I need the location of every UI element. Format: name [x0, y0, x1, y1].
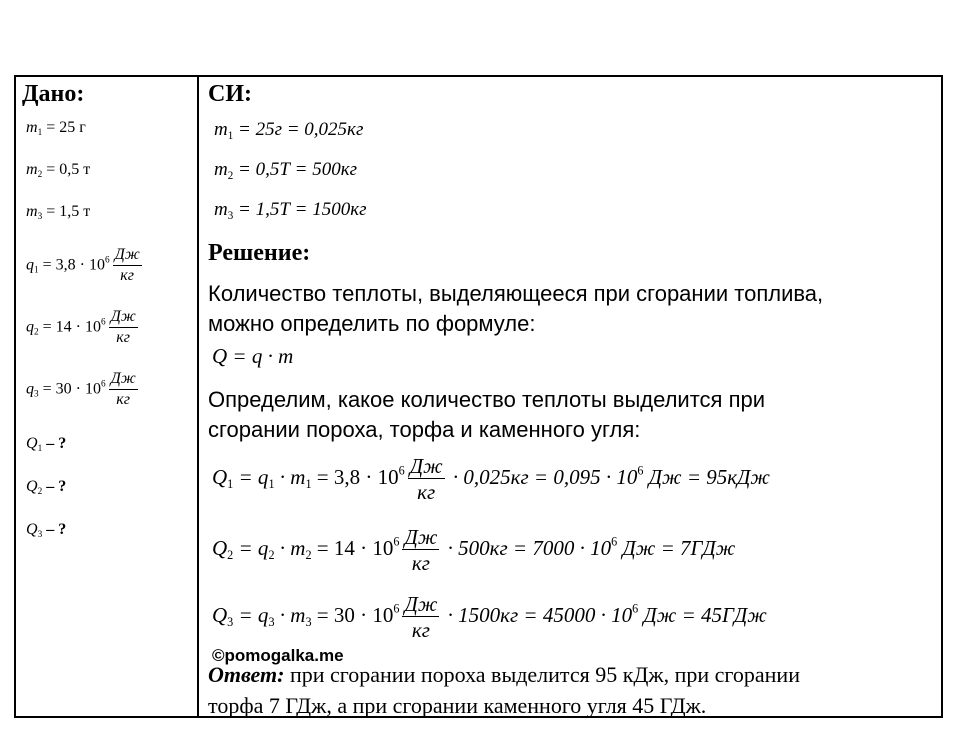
solution-text-4: сгорании пороха, торфа и каменного угля: [208, 417, 641, 442]
solution-text-2: можно определить по формуле: [208, 311, 536, 336]
given-q1: $q_1 = 3,8 \cdot 10^6$ $\frac{Дж}{кг}$ [26, 246, 140, 284]
equation-1: $Q_1 = q_1 \cdot m_1 = 3,8 \cdot 10^6$ $\frac{Дж}{кг}$ · $0,025кг = 0,095 \cdot 10^6$ Дж = 95кДж [212, 454, 770, 505]
given-m3: $m_3 = 1,5$ т [26, 203, 91, 223]
answer-label: Ответ: [208, 662, 285, 687]
solution-text-1: Количество теплоты, выделяющееся при сгорании топлива, [208, 281, 824, 306]
solution-text-3: Определим, какое количество теплоты выделится при [208, 387, 766, 412]
find-Q1: $Q_1$ – ? [26, 435, 67, 455]
given-m2: $m_2 = 0,5$ т [26, 161, 91, 181]
si-line-1: $m_1 = 25г = 0,025кг$ [214, 119, 364, 142]
watermark: ©pomogalka.me [212, 646, 344, 665]
equation-3: $Q_3 = q_3 \cdot m_3 = 30 \cdot 10^6$ $\frac{Дж}{кг}$ · $1500кг = 45000 \cdot 10^6$ Дж = 45ГДж [212, 592, 767, 643]
answer-line-1: Ответ: при сгорании пороха выделится 95 кДж, при сгорании [208, 662, 800, 687]
si-line-2: $m_2 = 0,5Т = 500кг$ [214, 159, 358, 182]
find-Q2: $Q_2$ – ? [26, 478, 67, 498]
column-divider [197, 75, 199, 718]
answer-line-2: торфа 7 ГДж, а при сгорании каменного угля 45 ГДж. [208, 693, 707, 718]
given-q3: $q_3 = 30 \cdot 10^6$ $\frac{Дж}{кг}$ [26, 370, 136, 408]
given-header: Дано: [22, 81, 85, 107]
given-q2: $q_2 = 14 \cdot 10^6$ $\frac{Дж}{кг}$ [26, 308, 136, 346]
solution-header: Решение: [208, 240, 311, 266]
find-Q3: $Q_3$ – ? [26, 521, 67, 541]
si-line-3: $m_3 = 1,5Т = 1500кг$ [214, 199, 367, 222]
equation-2: $Q_2 = q_2 \cdot m_2 = 14 \cdot 10^6$ $\frac{Дж}{кг}$ · $500кг = 7000 \cdot 10^6$ Дж = 7ГДж [212, 525, 736, 576]
solution-formula: Q = q · m [212, 344, 294, 368]
si-header: СИ: [208, 81, 252, 107]
given-m1: $m_1 = 25$ г [26, 119, 86, 139]
